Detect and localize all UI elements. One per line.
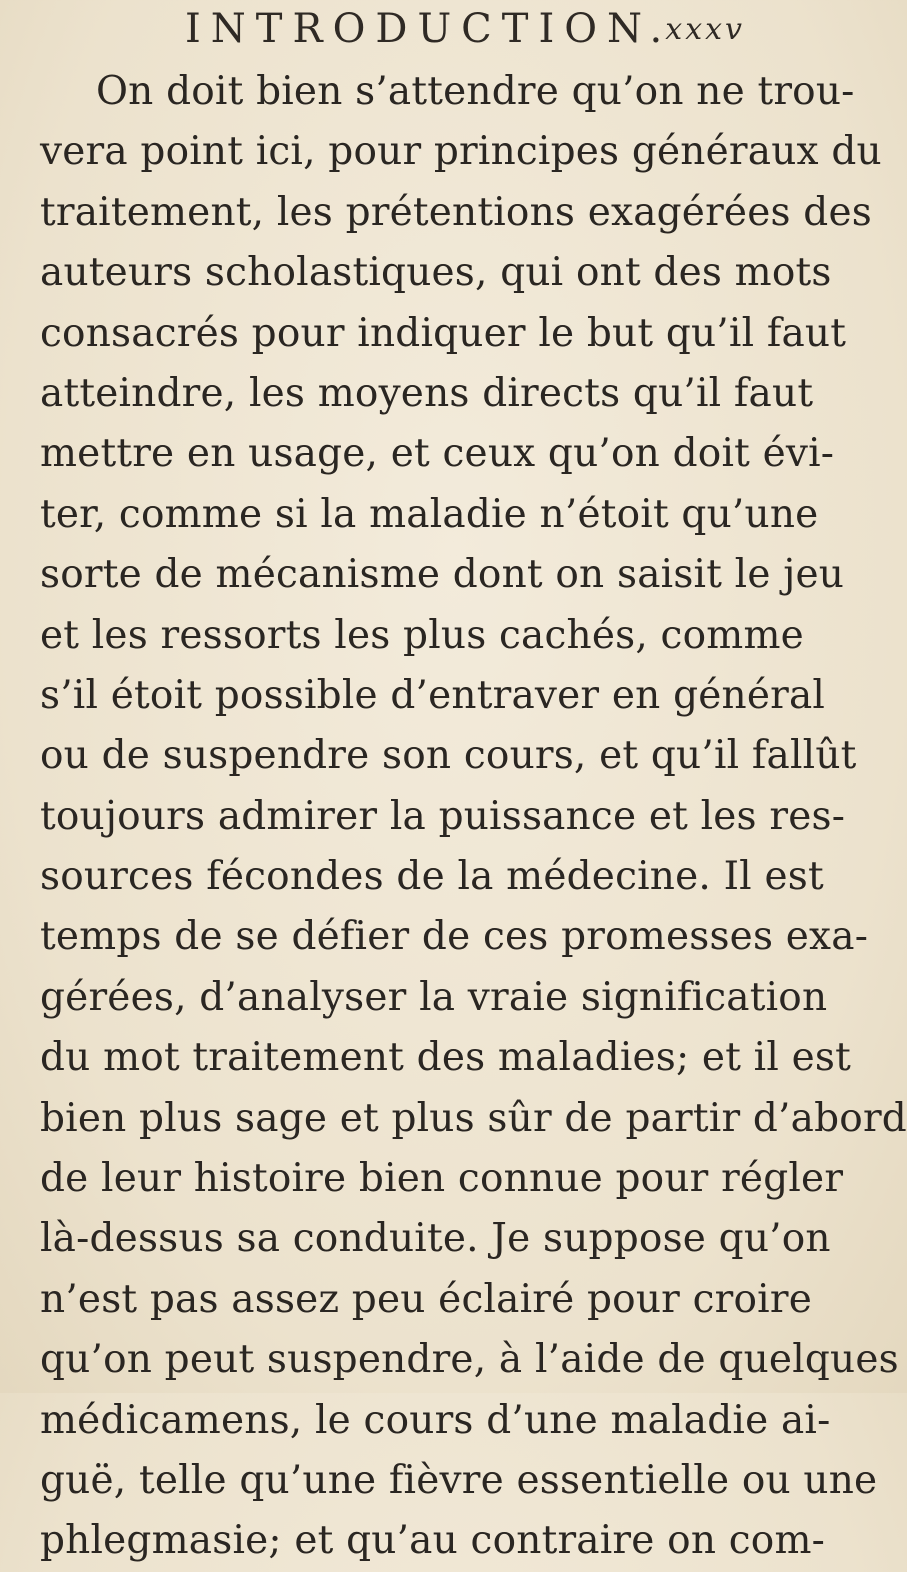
running-head xyxy=(185,6,745,62)
text-line: traitement, les prétentions exagérées des xyxy=(40,189,872,235)
text-line: gérées, d’analyser la vraie signification xyxy=(40,974,828,1020)
running-head-title: INTRODUCTION. xyxy=(185,6,673,52)
text-line: médicamens, le cours d’une maladie ai- xyxy=(40,1397,831,1443)
text-line: On doit bien s’attendre qu’on ne trou- xyxy=(96,69,855,114)
text-line: qu’on peut suspendre, à l’aide de quelques xyxy=(40,1337,899,1383)
body-text xyxy=(40,62,907,1572)
text-line: n’est pas assez peu éclairé pour croire xyxy=(40,1276,812,1322)
text-line: consacrés pour indiquer le but qu’il faut xyxy=(40,310,847,356)
text-line: auteurs scholastiques, qui ont des mots xyxy=(40,250,832,296)
text-line: ter, comme si la maladie n’étoit qu’une xyxy=(40,491,819,537)
text-line: guë, telle qu’une fièvre essentielle ou une xyxy=(40,1457,878,1503)
text-line: de leur histoire bien connue pour régler xyxy=(40,1156,844,1202)
text-line: toujours admirer la puissance et les res- xyxy=(40,793,846,839)
text-line: ou de suspendre son cours, et qu’il fallût xyxy=(40,733,857,779)
text-line: et les ressorts les plus cachés, comme xyxy=(40,612,804,658)
text-line: s’il étoit possible d’entraver en général xyxy=(40,672,826,718)
text-line: mettre en usage, et ceux qu’on doit évi- xyxy=(40,431,835,477)
text-line: bien plus sage et plus sûr de partir d’abord xyxy=(40,1095,907,1141)
text-line: vera point ici, pour principes généraux du xyxy=(40,129,882,175)
page-number: xxxv xyxy=(665,12,745,47)
text-line: sorte de mécanisme dont on saisit le jeu xyxy=(40,552,845,598)
text-line: sources fécondes de la médecine. Il est xyxy=(40,854,824,900)
text-line: là-dessus sa conduite. Je suppose qu’on xyxy=(40,1216,831,1262)
text-line: phlegmasie; et qu’au contraire on com- xyxy=(40,1518,826,1564)
text-line: temps de se défier de ces promesses exa- xyxy=(40,914,869,960)
text-line: du mot traitement des maladies; et il est xyxy=(40,1035,851,1081)
text-line: atteindre, les moyens directs qu’il faut xyxy=(40,370,814,416)
